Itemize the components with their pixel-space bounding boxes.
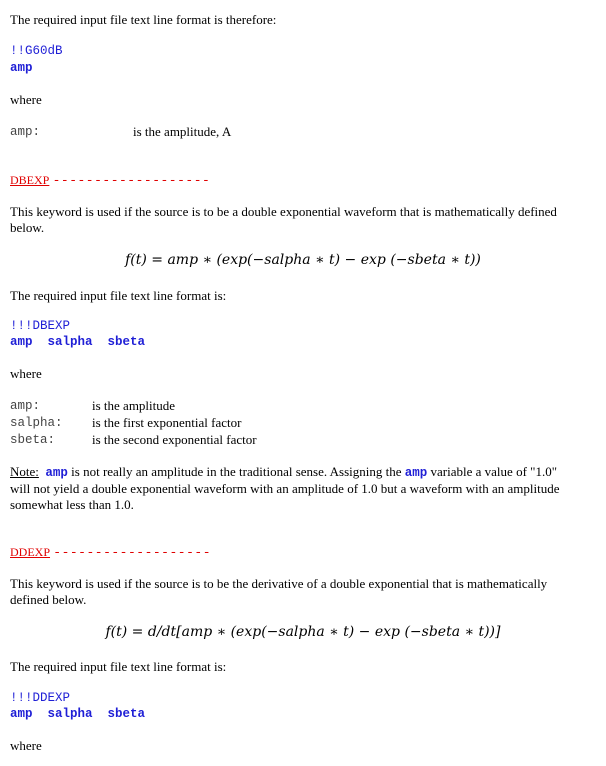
ddexp-equation-text: f(t) = d/dt[amp ∗ (exp(−salpha ∗ t) − exp (−sbeta ∗ t))] [105,624,501,640]
note-label: Note: [10,464,39,479]
dbexp-param-name: sbeta: [10,433,56,447]
note-text-part-2: variable a value of "1.0" will not yield a double exponential waveform with an amplitude of 1.0 but a waveform with an amplitude somewhat less than 1.0. [10,464,560,512]
g60db-param-name: amp: [10,125,41,139]
ddexp-where-label: where [10,738,42,753]
g60db-format-intro: The required input file text line format is therefore: [10,12,277,27]
dbexp-equation-text: f(t) = amp ∗ (exp(−salpha ∗ t) − exp (−sbeta ∗ t)) [125,252,481,268]
dbexp-description: This keyword is used if the source is to be a double exponential waveform that is mathematically defined below. [10,204,557,235]
ddexp-equation [0,624,606,640]
ddexp-description: This keyword is used if the source is to be the derivative of a double exponential that is mathematically defined below. [10,576,548,607]
dbexp-format-intro: The required input file text line format is: [10,288,227,303]
note-amp-code: amp [45,466,68,480]
ddexp-heading [10,544,211,561]
g60db-param-desc: is the amplitude, A [133,124,232,139]
dbexp-param-name: salpha: [10,416,63,430]
ddexp-code-line-2: amp salpha sbeta [10,707,146,721]
dbexp-param-desc: is the amplitude [92,398,176,413]
dbexp-heading [10,172,210,189]
dbexp-param-desc: is the first exponential factor [92,415,242,430]
g60db-code-line-1: !!G60dB [10,44,63,58]
dbexp-where-label: where [10,366,42,381]
dbexp-keyword: DBEXP [10,173,50,187]
g60db-where-label: where [10,92,42,107]
dbexp-note [10,464,576,513]
ddexp-format-intro: The required input file text line format is: [10,659,227,674]
ddexp-dashes: ------------------- [53,545,211,560]
note-amp-code: amp [404,466,428,480]
dbexp-equation [0,252,606,268]
g60db-code-line-2: amp [10,61,33,75]
ddexp-code-line-1: !!!DDEXP [10,691,71,705]
dbexp-param-desc: is the second exponential factor [92,432,257,447]
ddexp-keyword: DDEXP [10,545,51,559]
note-text-part-1: is not really an amplitude in the traditional sense. Assigning the [71,464,402,479]
dbexp-code-line-2: amp salpha sbeta [10,335,146,349]
dbexp-dashes: ------------------- [52,173,211,188]
dbexp-param-name: amp: [10,399,41,413]
dbexp-code-line-1: !!!DBEXP [10,319,71,333]
